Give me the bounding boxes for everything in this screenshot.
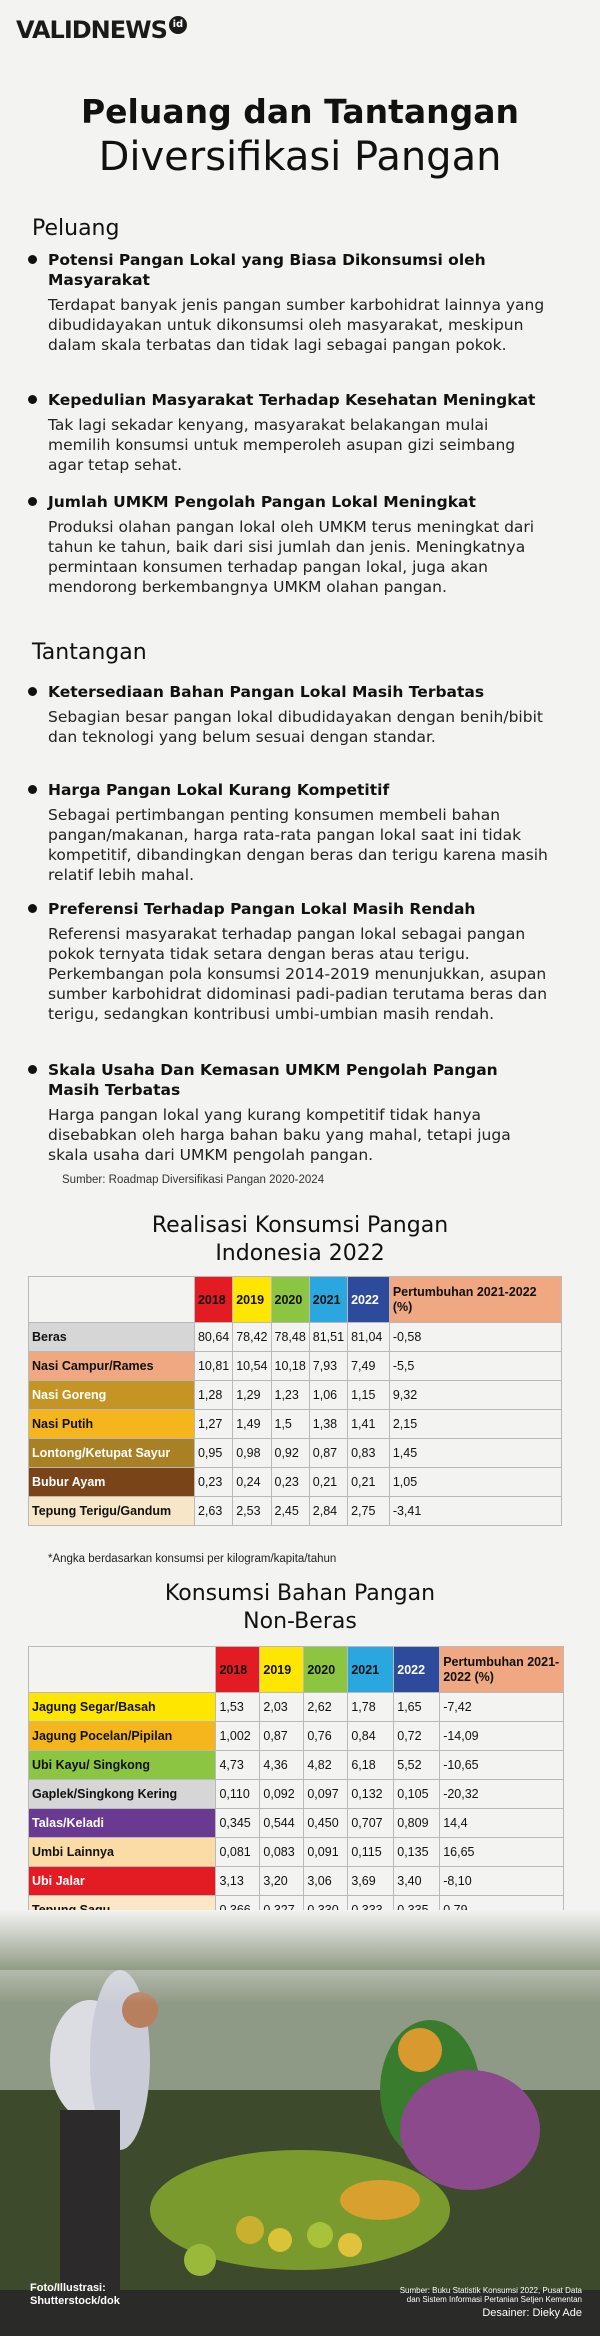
- tantangan-item-2-head: Harga Pangan Lokal Kurang Kompetitif: [48, 781, 390, 799]
- table2-cell: 0,707: [348, 1809, 394, 1838]
- table1-cell: 0,21: [348, 1468, 390, 1497]
- table1-cell: 1,45: [389, 1439, 561, 1468]
- table2-cell: 0,092: [260, 1780, 304, 1809]
- table2-corner: [29, 1647, 216, 1693]
- table2-title-line2: Non-Beras: [243, 1609, 357, 1634]
- table2-cell: 0,081: [216, 1838, 260, 1867]
- table2-cell: -7,42: [440, 1693, 564, 1722]
- table1-year-2020: 2020: [271, 1277, 309, 1323]
- table1-cell: 7,49: [348, 1352, 390, 1381]
- table1-cell: 0,98: [233, 1439, 271, 1468]
- table1-corner: [29, 1277, 195, 1323]
- table1-cell: 1,49: [233, 1410, 271, 1439]
- logo-text: VALIDNEWS: [16, 16, 167, 44]
- table2: [28, 1646, 564, 1925]
- table1-row: [29, 1468, 562, 1497]
- table1-cell: 0,23: [194, 1468, 232, 1497]
- table2-year-2022: 2022: [394, 1647, 440, 1693]
- table1-title: [0, 1212, 600, 1268]
- table2-cell: 1,53: [216, 1693, 260, 1722]
- table2-row: [29, 1751, 564, 1780]
- table1-cell: 78,42: [233, 1323, 271, 1352]
- validnews-logo: [16, 16, 187, 44]
- bullet-icon: [28, 255, 37, 264]
- peluang-item-1: [48, 250, 548, 355]
- peluang-item-2-body: Tak lagi sekadar kenyang, masyarakat belakangan mulai memilih konsumsi untuk memperoleh asupan gizi seimbang agar tetap sehat.: [48, 416, 516, 474]
- table1-row-label: Tepung Terigu/Gandum: [29, 1497, 195, 1526]
- table1-cell: 1,05: [389, 1468, 561, 1497]
- table1-cell: 0,92: [271, 1439, 309, 1468]
- tantangan-item-3-body: Referensi masyarakat terhadap pangan lokal sebagai pangan pokok ternyata tidak setara dengan beras atau terigu. Perkembangan pola konsumsi 2014-2019 menunjukkan, asupan sumber karbohidrat didominasi padi-padian terutama beras dan terigu, sedangkan kontribusi umbi-umbian masih rendah.: [48, 925, 548, 1023]
- table2-body: [29, 1693, 564, 1925]
- table1-cell: 0,24: [233, 1468, 271, 1497]
- table1-row: [29, 1497, 562, 1526]
- table1-row: [29, 1410, 562, 1439]
- table1-cell: 81,51: [309, 1323, 347, 1352]
- table2-year-2018: 2018: [216, 1647, 260, 1693]
- table1-cell: 1,41: [348, 1410, 390, 1439]
- table1-row-label: Nasi Campur/Rames: [29, 1352, 195, 1381]
- logo-badge: id: [169, 16, 187, 34]
- table1-cell: 10,81: [194, 1352, 232, 1381]
- table1-cell: -5,5: [389, 1352, 561, 1381]
- table1-cell: 0,95: [194, 1439, 232, 1468]
- table2-cell: 5,52: [394, 1751, 440, 1780]
- table2-header-row: [29, 1647, 564, 1693]
- table1-header-row: [29, 1277, 562, 1323]
- tantangan-item-3: [48, 899, 548, 1024]
- table1-row: [29, 1381, 562, 1410]
- table1-cell: 0,87: [309, 1439, 347, 1468]
- table2-row-label: Talas/Keladi: [29, 1809, 216, 1838]
- table2-cell: 0,091: [304, 1838, 348, 1867]
- tantangan-item-1: [48, 682, 548, 747]
- table1-cell: 80,64: [194, 1323, 232, 1352]
- table1-cell: 1,28: [194, 1381, 232, 1410]
- table2-row: [29, 1780, 564, 1809]
- table2-row: [29, 1867, 564, 1896]
- table1-row-label: Nasi Putih: [29, 1410, 195, 1439]
- table2-cell: 4,73: [216, 1751, 260, 1780]
- table2-year-2020: 2020: [304, 1647, 348, 1693]
- table1-cell: 10,54: [233, 1352, 271, 1381]
- table2-year-2019: 2019: [260, 1647, 304, 1693]
- table1-cell: 0,83: [348, 1439, 390, 1468]
- table2-cell: 0,083: [260, 1838, 304, 1867]
- table1-row-label: Beras: [29, 1323, 195, 1352]
- table1-note: *Angka berdasarkan konsumsi per kilogram/kapita/tahun: [48, 1553, 337, 1565]
- table2-cell: 3,20: [260, 1867, 304, 1896]
- table1-year-2018: 2018: [194, 1277, 232, 1323]
- table1-cell: 78,48: [271, 1323, 309, 1352]
- tantangan-item-3-head: Preferensi Terhadap Pangan Lokal Masih Rendah: [48, 900, 476, 918]
- peluang-item-2-head: Kepedulian Masyarakat Terhadap Kesehatan Meningkat: [48, 391, 536, 409]
- table2-row-label: Jagung Pocelan/Pipilan: [29, 1722, 216, 1751]
- table1-cell: -3,41: [389, 1497, 561, 1526]
- table2-cell: 0,76: [304, 1722, 348, 1751]
- table2-cell: 0,345: [216, 1809, 260, 1838]
- table1-cell: 2,53: [233, 1497, 271, 1526]
- peluang-heading: Peluang: [32, 216, 120, 241]
- table1-cell: 81,04: [348, 1323, 390, 1352]
- roadmap-source: Sumber: Roadmap Diversifikasi Pangan 2020-2024: [62, 1174, 325, 1186]
- table2-cell: 1,78: [348, 1693, 394, 1722]
- peluang-item-1-body: Terdapat banyak jenis pangan sumber karbohidrat lainnya yang dibudidayakan untuk dikonsumsi oleh masyarakat, meskipun dalam skala terbatas dan tidak lagi sebagai pangan pokok.: [48, 296, 545, 354]
- table2-cell: 0,135: [394, 1838, 440, 1867]
- table2-row: [29, 1809, 564, 1838]
- photo-source-line1: Sumber: Buku Statistik Konsumsi 2022, Pusat Data: [399, 2286, 582, 2295]
- table2-row-label: Jagung Segar/Basah: [29, 1693, 216, 1722]
- table2-cell: 3,13: [216, 1867, 260, 1896]
- tantangan-item-1-body: Sebagian besar pangan lokal dibudidayakan dengan benih/bibit dan teknologi yang belum sesuai dengan standar.: [48, 708, 543, 746]
- photo-credit: [30, 2282, 120, 2308]
- table1-cell: 1,27: [194, 1410, 232, 1439]
- table2-cell: 14,4: [440, 1809, 564, 1838]
- table2-cell: 1,65: [394, 1693, 440, 1722]
- table1-year-2022: 2022: [348, 1277, 390, 1323]
- photo-credit-line2: Shutterstock/dok: [30, 2295, 120, 2307]
- bullet-icon: [28, 687, 37, 696]
- table1-cell: 2,63: [194, 1497, 232, 1526]
- bullet-icon: [28, 395, 37, 404]
- table1-cell: 1,5: [271, 1410, 309, 1439]
- table1-row-label: Nasi Goreng: [29, 1381, 195, 1410]
- bullet-icon: [28, 785, 37, 794]
- table1-cell: 1,23: [271, 1381, 309, 1410]
- tantangan-item-2-body: Sebagai pertimbangan penting konsumen membeli bahan pangan/makanan, harga rata-rata pangan lokal saat ini tidak kompetitif, dibandingkan dengan beras dan terigu karena masih relatif lebih mahal.: [48, 806, 548, 884]
- table2-cell: 0,809: [394, 1809, 440, 1838]
- table2-cell: 1,002: [216, 1722, 260, 1751]
- photo-credit-line1: Foto/Illustrasi:: [30, 2282, 106, 2294]
- table1-cell: 9,32: [389, 1381, 561, 1410]
- tantangan-item-2: [48, 780, 548, 885]
- table2-cell: 0,72: [394, 1722, 440, 1751]
- table2-cell: 0,544: [260, 1809, 304, 1838]
- table2-cell: -14,09: [440, 1722, 564, 1751]
- table2-row-label: Umbi Lainnya: [29, 1838, 216, 1867]
- table2-cell: 0,87: [260, 1722, 304, 1751]
- table2-cell: 3,40: [394, 1867, 440, 1896]
- table2-cell: 6,18: [348, 1751, 394, 1780]
- table2-growth-header: Pertumbuhan 2021-2022 (%): [440, 1647, 564, 1693]
- table2-year-2021: 2021: [348, 1647, 394, 1693]
- table2-title: [0, 1580, 600, 1636]
- table1-year-2019: 2019: [233, 1277, 271, 1323]
- table1-cell: 2,84: [309, 1497, 347, 1526]
- table2-cell: 0,097: [304, 1780, 348, 1809]
- bullet-icon: [28, 904, 37, 913]
- table2-row-label: Ubi Jalar: [29, 1867, 216, 1896]
- tantangan-item-4-body: Harga pangan lokal yang kurang kompetitif tidak hanya disebabkan oleh harga bahan baku yang mahal, tetapi juga skala usaha dari UMKM pengolah pangan.: [48, 1106, 511, 1164]
- table1-row: [29, 1323, 562, 1352]
- table2-cell: 0,115: [348, 1838, 394, 1867]
- table1: [28, 1276, 562, 1526]
- table2-cell: 2,03: [260, 1693, 304, 1722]
- table1-year-2021: 2021: [309, 1277, 347, 1323]
- table2-cell: -10,65: [440, 1751, 564, 1780]
- table2-cell: -8,10: [440, 1867, 564, 1896]
- tantangan-heading: Tantangan: [32, 640, 147, 665]
- designer-credit: Desainer: Dieky Ade: [482, 2307, 582, 2319]
- table1-row-label: Lontong/Ketupat Sayur: [29, 1439, 195, 1468]
- market-scene-illustration: [0, 1910, 600, 2336]
- table1-cell: 2,45: [271, 1497, 309, 1526]
- table1-title-line2: Indonesia 2022: [215, 1241, 385, 1266]
- table1-cell: 1,38: [309, 1410, 347, 1439]
- table2-row-label: Ubi Kayu/ Singkong: [29, 1751, 216, 1780]
- table2-cell: 4,82: [304, 1751, 348, 1780]
- peluang-item-3: [48, 492, 548, 597]
- table2-cell: -20,32: [440, 1780, 564, 1809]
- peluang-item-3-body: Produksi olahan pangan lokal oleh UMKM terus meningkat dari tahun ke tahun, baik dari sisi jumlah dan jenis. Meningkatnya permintaan konsumen terhadap pangan lokal, juga akan mendorong berkembangnya UMKM olahan pangan.: [48, 518, 535, 596]
- table2-cell: 0,450: [304, 1809, 348, 1838]
- peluang-item-1-head: Potensi Pangan Lokal yang Biasa Dikonsumsi oleh Masyarakat: [48, 251, 486, 289]
- peluang-item-3-head: Jumlah UMKM Pengolah Pangan Lokal Meningkat: [48, 493, 476, 511]
- table2-row-label: Gaplek/Singkong Kering: [29, 1780, 216, 1809]
- tantangan-item-4: [48, 1060, 548, 1165]
- table2-cell: 3,06: [304, 1867, 348, 1896]
- table1-growth-header: Pertumbuhan 2021-2022 (%): [389, 1277, 561, 1323]
- table2-cell: 16,65: [440, 1838, 564, 1867]
- photo-data-source: [370, 2286, 582, 2304]
- page-title-line2: Diversifikasi Pangan: [98, 134, 502, 180]
- peluang-item-2: [48, 390, 548, 475]
- table1-cell: 1,29: [233, 1381, 271, 1410]
- tantangan-item-4-head: Skala Usaha Dan Kemasan UMKM Pengolah Pangan Masih Terbatas: [48, 1061, 498, 1099]
- table2-cell: 0,110: [216, 1780, 260, 1809]
- tantangan-item-1-head: Ketersediaan Bahan Pangan Lokal Masih Terbatas: [48, 683, 485, 701]
- table1-cell: 10,18: [271, 1352, 309, 1381]
- table2-row: [29, 1838, 564, 1867]
- table1-row: [29, 1439, 562, 1468]
- table2-row: [29, 1693, 564, 1722]
- table2-cell: 0,132: [348, 1780, 394, 1809]
- table2-cell: 0,105: [394, 1780, 440, 1809]
- table2-cell: 0,84: [348, 1722, 394, 1751]
- table1-cell: 1,06: [309, 1381, 347, 1410]
- photo-source-line2: dan Sistem Informasi Pertanian Setjen Kementan: [406, 2295, 582, 2304]
- table1-body: [29, 1323, 562, 1526]
- table1-row: [29, 1352, 562, 1381]
- table1-cell: 2,75: [348, 1497, 390, 1526]
- table2-row: [29, 1722, 564, 1751]
- table1-cell: -0,58: [389, 1323, 561, 1352]
- market-photo: [0, 1910, 600, 2336]
- page-title-line1: Peluang dan Tantangan: [80, 92, 520, 131]
- table2-title-line1: Konsumsi Bahan Pangan: [164, 1581, 436, 1606]
- table1-cell: 0,23: [271, 1468, 309, 1497]
- table1-cell: 2,15: [389, 1410, 561, 1439]
- table1-row-label: Bubur Ayam: [29, 1468, 195, 1497]
- table1-cell: 7,93: [309, 1352, 347, 1381]
- table2-cell: 3,69: [348, 1867, 394, 1896]
- table2-cell: 4,36: [260, 1751, 304, 1780]
- table1-cell: 0,21: [309, 1468, 347, 1497]
- table2-cell: 2,62: [304, 1693, 348, 1722]
- bullet-icon: [28, 1065, 37, 1074]
- table1-title-line1: Realisasi Konsumsi Pangan: [151, 1213, 449, 1238]
- bullet-icon: [28, 497, 37, 506]
- table1-cell: 1,15: [348, 1381, 390, 1410]
